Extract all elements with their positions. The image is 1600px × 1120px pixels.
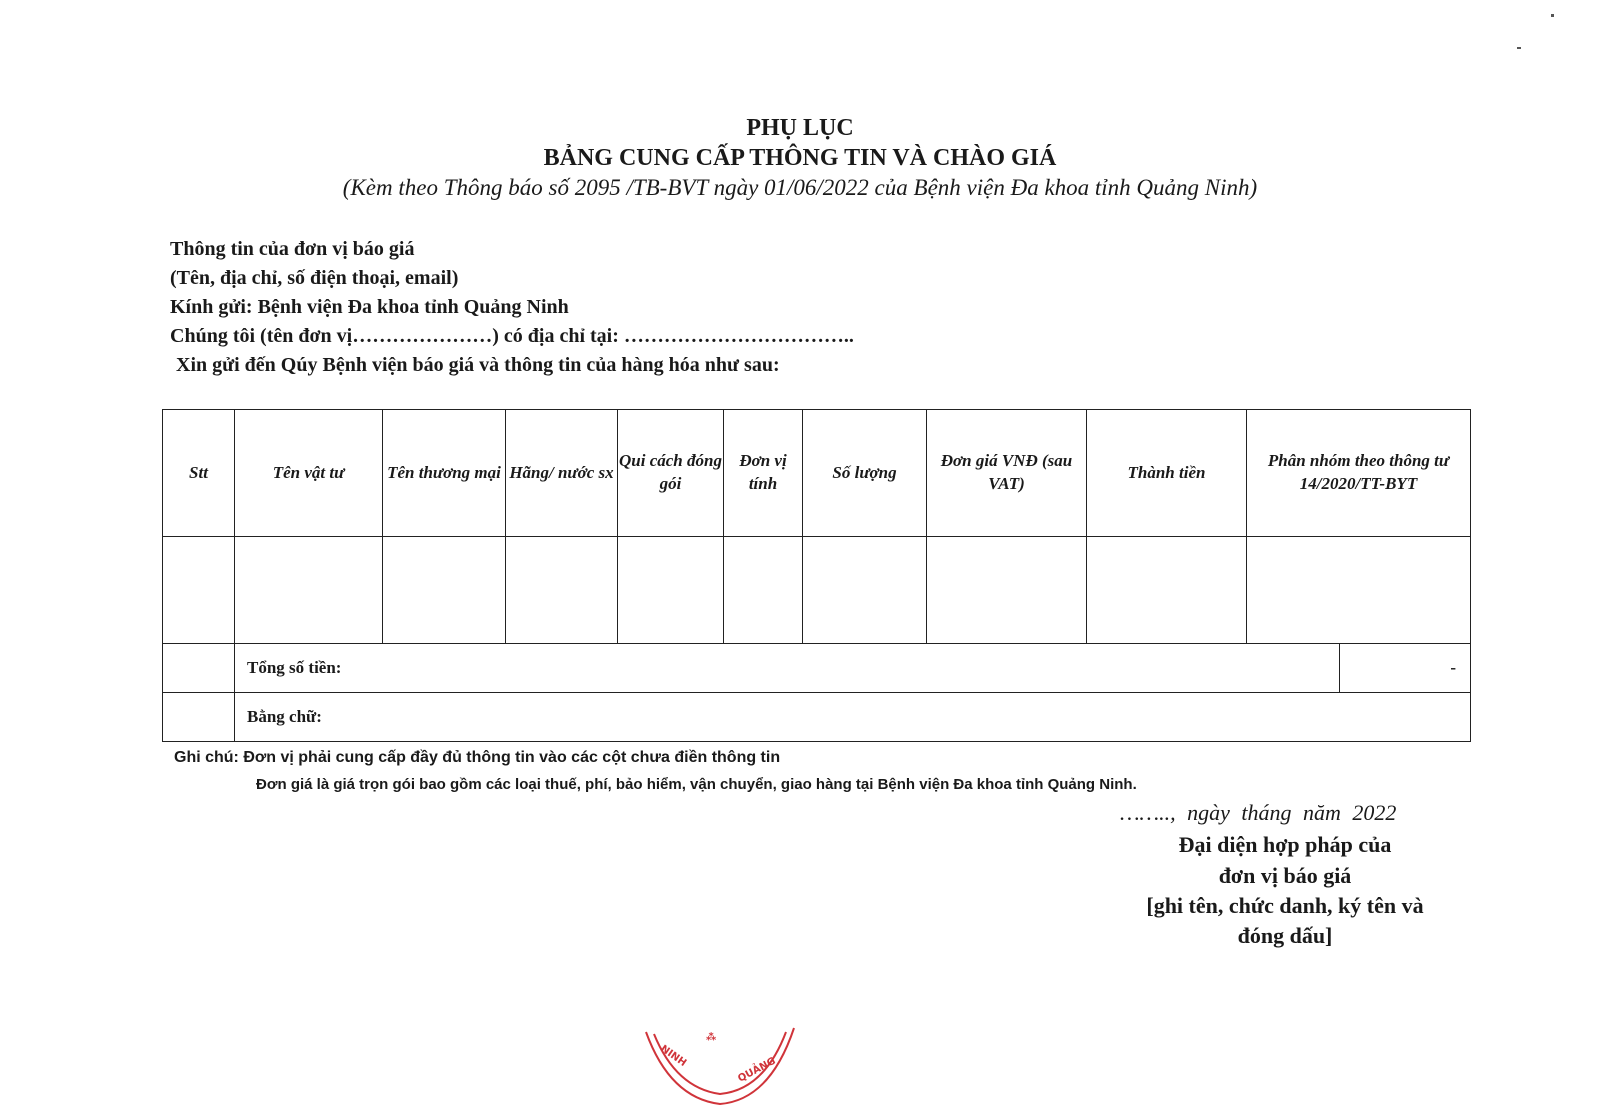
- table-cell: [163, 537, 235, 644]
- table-cell: [1087, 537, 1247, 644]
- table-row: [163, 537, 1471, 644]
- scan-speck: [1551, 14, 1554, 17]
- table-header-row: [163, 410, 1471, 537]
- document-title: PHỤ LỤC: [746, 115, 854, 141]
- header-unit-price: Đơn giá VNĐ (sau VAT): [927, 410, 1087, 537]
- table-cell: [163, 693, 235, 742]
- header-manufacturer: Hãng/ nước sx: [506, 410, 618, 537]
- table-cell: [383, 537, 506, 644]
- scan-speck: [1517, 47, 1521, 49]
- table-cell: [506, 537, 618, 644]
- table-cell: [1247, 537, 1471, 644]
- info-line-unit: Thông tin của đơn vị báo giá: [170, 238, 415, 260]
- header-quantity: Số lượng: [803, 410, 927, 537]
- signature-line: đơn vị báo giá: [1218, 863, 1352, 888]
- info-line-address: Chúng tôi (tên đơn vị…………………) có địa chỉ tại: ……………………………..: [170, 325, 854, 347]
- header-packaging: Qui cách đóng gói: [618, 410, 724, 537]
- table-cell: [927, 537, 1087, 644]
- document-subtitle: BẢNG CUNG CẤP THÔNG TIN VÀ CHÀO GIÁ: [543, 145, 1057, 171]
- quotation-table: [162, 409, 1471, 742]
- amount-in-words-label: Bằng chữ:: [235, 693, 1471, 742]
- signature-line: Đại diện hợp pháp của: [1178, 832, 1392, 857]
- svg-text:NINH: NINH: [658, 1043, 689, 1069]
- table-cell: [235, 537, 383, 644]
- info-line-contact: (Tên, địa chỉ, số điện thoại, email): [170, 267, 459, 289]
- amount-in-words-row: [163, 693, 1471, 742]
- header-group: Phân nhóm theo thông tư 14/2020/TT-BYT: [1247, 410, 1471, 537]
- svg-text:⁂: ⁂: [706, 1032, 717, 1043]
- document-reference: (Kèm theo Thông báo số 2095 /TB-BVT ngày 01/06/2022 của Bệnh viện Đa khoa tỉnh Quảng Ninh): [342, 175, 1258, 200]
- table-cell: [724, 537, 803, 644]
- header-item-name: Tên vật tư: [235, 410, 383, 537]
- header-unit: Đơn vị tính: [724, 410, 803, 537]
- table-cell: [163, 644, 235, 693]
- total-label: Tổng số tiền:: [235, 644, 1340, 693]
- signature-line: [ghi tên, chức danh, ký tên và: [1146, 893, 1424, 918]
- total-value: -: [1340, 644, 1471, 693]
- red-seal-stamp-icon: [640, 1020, 800, 1110]
- header-amount: Thành tiền: [1087, 410, 1247, 537]
- table-cell: [618, 537, 724, 644]
- signature-line: đóng dấu]: [1237, 923, 1333, 948]
- info-line-recipient: Kính gửi: Bệnh viện Đa khoa tỉnh Quảng Ninh: [170, 296, 569, 318]
- note-price-terms: Đơn giá là giá trọn gói bao gồm các loại thuế, phí, bảo hiểm, vận chuyển, giao hàng tại Bệnh viện Đa khoa tỉnh Quảng Ninh.: [256, 776, 1137, 793]
- header-trade-name: Tên thương mại: [383, 410, 506, 537]
- signature-date: …….., ngày tháng năm 2022: [1120, 800, 1397, 825]
- total-row: [163, 644, 1471, 693]
- info-line-request: Xin gửi đến Qúy Bệnh viện báo giá và thông tin của hàng hóa như sau:: [176, 354, 780, 376]
- svg-text:QUẢNG: QUẢNG: [736, 1055, 778, 1085]
- table-cell: [803, 537, 927, 644]
- header-stt: Stt: [163, 410, 235, 537]
- note-required-fields: Ghi chú: Đơn vị phải cung cấp đầy đủ thông tin vào các cột chưa điền thông tin: [174, 749, 781, 766]
